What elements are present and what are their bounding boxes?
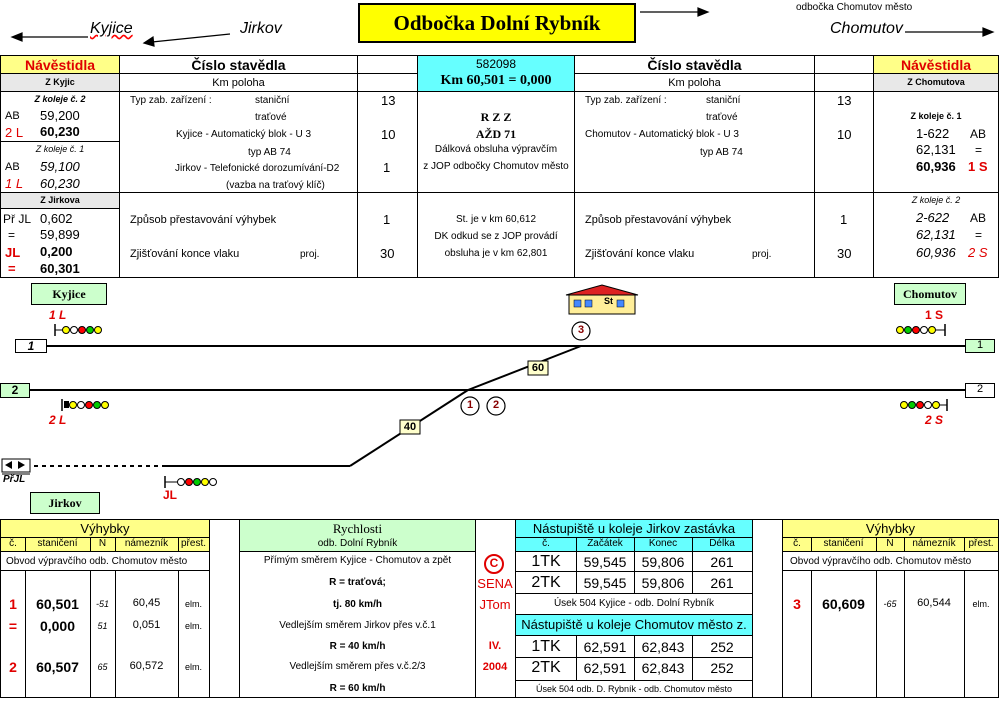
r1-a: 1-622 [916, 126, 950, 141]
divider [25, 538, 26, 552]
vr-r0-p: elm. [972, 599, 990, 609]
n1-left: 1 [383, 160, 391, 175]
r2-a: 2-622 [916, 210, 950, 225]
sena-year: 2004 [482, 661, 508, 673]
ab2-val: 59,100 [40, 159, 80, 174]
z-chomutova: Z Chomutova [907, 77, 965, 87]
vr-r0-st: 60,609 [822, 596, 865, 612]
sig-1S-label: 1 S [925, 308, 944, 322]
nc-r0-c: 1TK [531, 638, 561, 655]
vr-col-c: č. [793, 538, 801, 549]
divider [811, 538, 812, 552]
divider [874, 192, 999, 193]
connector-3 [468, 346, 581, 390]
vl-r2-nam: 60,572 [129, 660, 164, 672]
typ-ab-left: typ AB 74 [248, 147, 291, 158]
divider [357, 55, 358, 278]
divider [115, 571, 116, 698]
vr-r0-n: -65 [883, 599, 897, 609]
nc-r0-z: 62,591 [583, 639, 627, 655]
signal-2L [62, 399, 109, 411]
r1-d: = [975, 143, 983, 157]
divider [516, 680, 752, 681]
track1-right-label: 1 [976, 339, 984, 351]
r2-d: = [975, 228, 983, 242]
l1-val: 60,230 [40, 176, 80, 191]
r2-b: AB [970, 211, 987, 225]
divider [0, 91, 999, 92]
rychlosti-title: Rychlosti [332, 521, 383, 536]
vr-r0-nam: 60,544 [917, 597, 951, 609]
rychlosti-l2: R = traťová; [329, 577, 386, 588]
jirkov-box-label: Jirkov [48, 496, 82, 510]
vl-col-nam: námezník [124, 538, 169, 549]
km-poloha-right: Km poloha [668, 77, 721, 89]
sena-jtom: JTom [479, 597, 511, 612]
dalkova: Dálková obsluha výpravčím [434, 144, 558, 155]
st-km: St. je v km 60,612 [455, 214, 537, 225]
vl-r1-nam: 0,051 [132, 619, 161, 631]
dir-chomutov: Chomutov [830, 20, 903, 37]
n10-left: 10 [381, 127, 396, 142]
vl-r1-n: 51 [97, 621, 108, 631]
switch-2-label: 2 [492, 399, 500, 411]
eq2-val: 60,301 [40, 261, 80, 276]
z-jirkova: Z Jirkova [40, 195, 80, 205]
nj-title: Nástupiště u koleje Jirkov zastávka [532, 521, 736, 536]
nj-col-k: Konec [648, 538, 678, 549]
divider [115, 538, 116, 552]
r1-f: 1 S [968, 159, 988, 174]
typ-label-right: Typ zab. zařízení : [585, 95, 667, 106]
vl-r1-p: elm. [184, 621, 202, 631]
vl-r2-p: elm. [184, 662, 202, 672]
nj-r0-k: 59,806 [641, 554, 685, 570]
n13-right: 13 [837, 93, 852, 108]
divider [25, 571, 26, 698]
dir-jirkov: Jirkov [240, 20, 282, 37]
rychlosti-subtitle: odb. Dolní Rybník [317, 538, 398, 549]
l2: 2 L [5, 125, 24, 140]
divider [90, 538, 91, 552]
obsluha: obsluha je v km 62,801 [444, 248, 548, 259]
signal-1L [55, 324, 102, 336]
vyhybky-left-title: Výhybky [80, 521, 130, 536]
nj-col-z: Začátek [587, 538, 623, 549]
kolej2-label: Z koleje č. 2 [34, 94, 86, 104]
divider [0, 192, 999, 193]
kyjice-line: Kyjice - Automatický blok - U 3 [176, 129, 312, 140]
jirkov-line: Jirkov - Telefonické dorozumívání-D2 [175, 163, 340, 174]
r1-c: 62,131 [916, 142, 956, 157]
vyhybky-right-title: Výhybky [865, 521, 916, 536]
ab1: AB [5, 110, 20, 122]
eq1-val: 59,899 [40, 227, 80, 242]
divider [904, 571, 905, 698]
eq1: = [8, 228, 16, 242]
vl-r1-c: = [8, 618, 18, 634]
l2-val: 60,230 [40, 124, 80, 139]
z-kyjic: Z Kyjic [45, 77, 75, 87]
zjistovani-left: Zjišťování konce vlaku [130, 248, 240, 260]
azd: AŽD 71 [475, 127, 517, 141]
speed-60-label: 60 [531, 362, 545, 374]
sena-sena: SENA [477, 576, 513, 591]
vr-col-st: staničení [823, 538, 864, 549]
signal-2S [901, 399, 948, 411]
rychlosti-l7: R = 60 km/h [329, 683, 386, 694]
divider [783, 570, 999, 571]
zpusob-left: Způsob přestavování výhybek [130, 214, 277, 226]
track-diagram [0, 280, 999, 518]
nc-r0-k: 62,843 [641, 639, 685, 655]
nj-r0-z: 59,545 [583, 554, 627, 570]
zpusob-n-right: 1 [840, 212, 848, 227]
vr-col-n: N [886, 538, 894, 549]
navestidla-left: Návěstidla [24, 57, 96, 73]
vl-r1-st: 0,000 [39, 618, 76, 634]
station-st-label: St [604, 296, 613, 306]
nc-r1-c: 2TK [531, 659, 561, 676]
typ-ab-right: typ AB 74 [700, 147, 743, 158]
cislo-stavedla-right: Číslo stavědla [647, 57, 742, 73]
stanicni-right: staniční [706, 95, 741, 106]
divider [964, 538, 965, 552]
nc-r0-d: 252 [710, 639, 734, 655]
divider [178, 538, 179, 552]
prjl-val: 0,602 [40, 211, 73, 226]
switch-1-label: 1 [466, 399, 474, 411]
kolej1-label: Z koleje č. 1 [35, 144, 85, 154]
prjl-marker [2, 459, 30, 474]
nc-r1-z: 62,591 [583, 660, 627, 676]
dir-kyjice: Kyjice [90, 20, 133, 37]
top-right-note: odbočka Chomutov město [796, 2, 913, 13]
l1: 1 L [5, 176, 24, 191]
vr-obvod: Obvod výpravčího odb. Chomutov město [790, 556, 972, 567]
signal-JL [165, 476, 217, 488]
kyjice-box-label: Kyjice [52, 287, 86, 301]
tratove-left: traťové [255, 112, 287, 123]
zpusob-n-left: 1 [383, 212, 391, 227]
vl-r0-c: 1 [9, 596, 17, 612]
zjistovani-n-right: 30 [837, 246, 852, 261]
dk: DK odkud se z JOP provádí [434, 231, 558, 242]
divider [752, 519, 753, 698]
r2-f: 2 S [968, 245, 988, 260]
nj-r1-k: 59,806 [641, 575, 685, 591]
divider [0, 141, 119, 142]
proj-right: proj. [752, 249, 772, 260]
sig-2L-label: 2 L [49, 413, 67, 427]
r1-e: 60,936 [916, 159, 956, 174]
chomutov-line: Chomutov - Automatický blok - U 3 [585, 129, 739, 140]
vl-r0-st: 60,501 [36, 596, 79, 612]
r2-e: 60,936 [916, 245, 956, 260]
track1-left-label: 1 [27, 339, 35, 353]
vl-r2-n: 65 [97, 662, 108, 672]
nc-r1-d: 252 [710, 660, 734, 676]
divider [904, 538, 905, 552]
vl-obvod: Obvod výpravčího odb. Chomutov město [6, 556, 188, 567]
navestidla-right: Návěstidla [900, 57, 972, 73]
n10-right: 10 [837, 127, 852, 142]
r2-c: 62,131 [916, 227, 956, 242]
cislo-stavedla-left: Číslo stavědla [191, 57, 286, 73]
sig-JL-label: JL [163, 488, 178, 502]
divider [964, 571, 965, 698]
divider [516, 593, 752, 594]
n13-left: 13 [381, 93, 396, 108]
divider [876, 571, 877, 698]
center-km: Km 60,501 = 0,000 [440, 73, 552, 88]
kolej1-label-right: Z koleje č. 1 [910, 111, 962, 121]
jl: JL [5, 245, 21, 260]
vl-col-st: staničení [37, 538, 78, 549]
nj-r0-d: 261 [710, 554, 734, 570]
nc-r1-k: 62,843 [641, 660, 685, 676]
rychlosti-l6: Vedlejším směrem přes v.č.2/3 [289, 661, 426, 672]
zjop: z JOP odbočky Chomutov město [423, 161, 569, 172]
vl-r2-st: 60,507 [36, 659, 79, 675]
nj-col-c: č. [542, 538, 550, 549]
jl-val: 0,200 [40, 244, 73, 259]
divider [516, 571, 752, 572]
typ-label-left: Typ zab. zařízení : [130, 95, 212, 106]
rychlosti-l5: R = 40 km/h [329, 641, 386, 652]
signal-1S [897, 324, 946, 336]
rychlosti-l1: Přímým směrem Kyjice - Chomutov a zpět [263, 555, 452, 566]
page-title: Odbočka Dolní Rybník [393, 11, 601, 35]
vl-r0-nam: 60,45 [132, 597, 161, 609]
prjl: Př JL [3, 212, 32, 226]
divider [814, 55, 815, 278]
direction-arrows [0, 0, 999, 60]
zjistovani-n-left: 30 [380, 246, 395, 261]
station-building-icon [566, 285, 638, 314]
vl-col-p: přest. [180, 538, 206, 549]
nj-usek: Úsek 504 Kyjice - odb. Dolní Rybník [553, 598, 715, 609]
vl-r0-n: -51 [95, 599, 109, 609]
nc-usek: Úsek 504 odb. D. Rybník - odb. Chomutov město [535, 684, 733, 694]
sig-1L-label: 1 L [49, 308, 67, 322]
switch-3-label: 3 [577, 324, 585, 336]
vr-col-nam: námezník [912, 538, 956, 549]
km-poloha-left: Km poloha [212, 77, 265, 89]
divider [178, 571, 179, 698]
rzz: R Z Z [480, 110, 512, 124]
sena-c: C [489, 556, 499, 570]
r1-b: AB [970, 127, 987, 141]
vr-r0-c: 3 [793, 596, 801, 612]
zjistovani-right: Zjišťování konce vlaku [585, 248, 695, 260]
divider [90, 571, 91, 698]
rychlosti-l4: Vedlejším směrem Jirkov přes v.č.1 [279, 620, 436, 631]
nj-r1-d: 261 [710, 575, 734, 591]
sena-iv: IV. [488, 640, 502, 652]
nc-title: Nástupiště u koleje Chomutov město z. [521, 617, 747, 632]
ab1-val: 59,200 [40, 108, 80, 123]
nj-r1-z: 59,545 [583, 575, 627, 591]
nj-r1-c: 2TK [531, 574, 561, 591]
speed-40-label: 40 [403, 421, 417, 433]
prjl-label: PřJL [3, 474, 26, 485]
sig-2S-label: 2 S [925, 413, 944, 427]
nj-col-d: Délka [709, 538, 735, 549]
ab2: AB [5, 161, 20, 173]
center-code: 582098 [475, 57, 517, 71]
rychlosti-l3: tj. 80 km/h [333, 599, 382, 610]
vazba: (vazba na traťový klíč) [226, 180, 325, 191]
track2-right-label: 2 [976, 383, 984, 395]
vl-col-c: č. [9, 538, 17, 549]
vl-col-n: N [98, 538, 107, 549]
divider [811, 571, 812, 698]
vl-r0-p: elm. [184, 599, 202, 609]
eq2: = [8, 261, 16, 276]
kolej2-label-right: Z koleje č. 2 [911, 195, 961, 205]
tratove-right: traťové [706, 112, 738, 123]
divider [876, 538, 877, 552]
chomutov-box-label: Chomutov [902, 287, 957, 301]
nj-r0-c: 1TK [531, 553, 561, 570]
proj-left: proj. [300, 249, 320, 260]
zpusob-right: Způsob přestavování výhybek [585, 214, 732, 226]
vl-r2-c: 2 [9, 659, 17, 675]
divider [516, 657, 752, 658]
vr-col-p: přest. [968, 538, 994, 549]
track2-left-label: 2 [11, 383, 19, 397]
stanicni-left: staniční [255, 95, 290, 106]
